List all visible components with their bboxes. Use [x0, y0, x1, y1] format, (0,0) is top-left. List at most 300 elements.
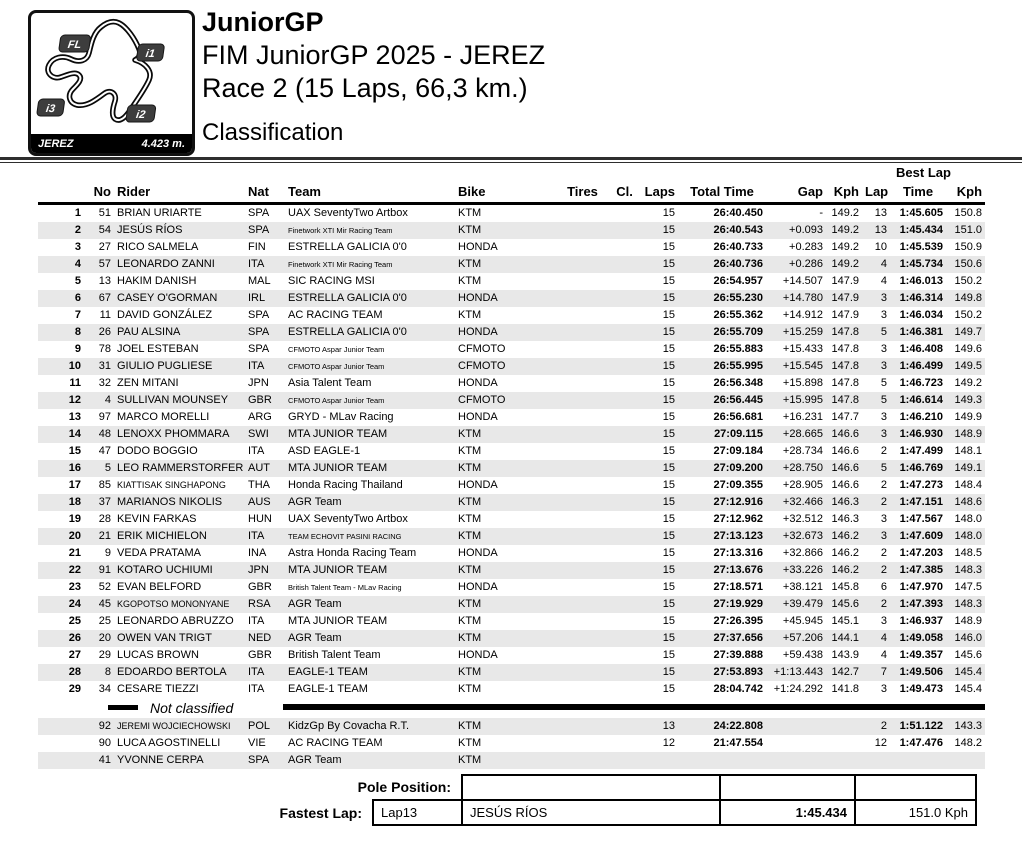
cell-team: ESTRELLA GALICIA 0'0 [288, 326, 407, 338]
cell-rider: ERIK MICHIELON [117, 530, 207, 542]
cell-bike: CFMOTO [458, 343, 506, 355]
cell-total: 26:40.736 [713, 258, 763, 270]
cell-kph: 141.8 [831, 683, 859, 695]
cell-kph: 147.9 [831, 292, 859, 304]
cell-pos: 2 [74, 224, 81, 236]
cell-cl [610, 392, 639, 409]
cell-cl [610, 664, 639, 681]
cell-team: British Talent Team [288, 649, 381, 661]
cell-tires [555, 409, 610, 426]
cell-nat: FIN [248, 241, 266, 253]
cell-rider: PAU ALSINA [117, 326, 181, 338]
cell-pos: 4 [74, 258, 81, 270]
cell-pos: 3 [74, 241, 81, 253]
cell-tires [555, 204, 610, 223]
cell-no: 52 [98, 581, 111, 593]
cell-gap: +15.545 [782, 360, 823, 372]
cell-bkph: 148.4 [954, 479, 983, 491]
cell-total: 27:09.184 [713, 445, 763, 457]
not-classified-separator-cell [38, 698, 985, 718]
cell-laps: 15 [662, 326, 675, 338]
cell-gap [766, 752, 826, 769]
cell-kph: 144.1 [831, 632, 859, 644]
pole-speed-cell [855, 775, 976, 800]
cell-gap: +15.433 [782, 343, 823, 355]
cell-cl [610, 630, 639, 647]
track-name: JEREZ [38, 137, 74, 150]
cell-gap: +14.507 [782, 275, 823, 287]
track-label-i3: i3 [45, 103, 56, 115]
header-pos [38, 181, 84, 204]
cell-pos [38, 752, 84, 769]
cell-rider: YVONNE CERPA [117, 754, 204, 766]
cell-nat: ITA [248, 360, 265, 372]
cell-no: 5 [104, 462, 111, 474]
cell-nat: RSA [248, 598, 271, 610]
cell-nat: SPA [248, 207, 270, 219]
cell-gap: +0.286 [789, 258, 823, 270]
table-row [38, 718, 985, 735]
cell-bike: KTM [458, 445, 482, 457]
cell-rider: KGOPOTSO MONONYANE [117, 599, 230, 609]
series-title: JuniorGP [202, 7, 324, 37]
cell-gap: +16.231 [782, 411, 823, 423]
cell-bkph: 150.6 [954, 258, 983, 270]
cell-laps: 15 [662, 241, 675, 253]
cell-kph [826, 718, 862, 735]
cell-team: MTA JUNIOR TEAM [288, 615, 388, 627]
cell-nat: THA [248, 479, 270, 491]
table-row [38, 460, 985, 477]
cell-bike: CFMOTO [458, 360, 506, 372]
not-classified-separator [38, 698, 985, 718]
cell-rider: RICO SALMELA [117, 241, 199, 253]
cell-team: CFMOTO Aspar Junior Team [288, 345, 385, 354]
cell-kph: 147.8 [831, 360, 859, 372]
cell-pos [38, 735, 84, 752]
cell-total: 27:13.316 [713, 547, 763, 559]
cell-bike: KTM [458, 754, 482, 766]
cell-laps: 15 [662, 564, 675, 576]
cell-laps: 15 [662, 428, 675, 440]
cell-bkph: 146.0 [954, 632, 983, 644]
cell-total: 26:55.995 [713, 360, 763, 372]
cell-bike: KTM [458, 720, 482, 732]
classification-table [38, 165, 985, 769]
cell-no: 25 [98, 615, 111, 627]
cell-cl [610, 477, 639, 494]
cell-laps: 15 [662, 615, 675, 627]
cell-pos: 14 [68, 428, 81, 440]
fastest-lap-time: 1:45.434 [720, 800, 855, 825]
cell-btime: 1:45.434 [899, 224, 943, 236]
table-row [38, 324, 985, 341]
table-row [38, 630, 985, 647]
cell-kph: 147.8 [831, 377, 859, 389]
cell-total: 26:54.957 [713, 275, 763, 287]
cell-bkph: 148.0 [954, 513, 983, 525]
cell-nat: VIE [248, 737, 266, 749]
cell-total: 21:47.554 [713, 737, 763, 749]
cell-no: 67 [98, 292, 111, 304]
cell-blap: 3 [880, 343, 887, 355]
cell-cl [610, 647, 639, 664]
cell-rider: MARCO MORELLI [117, 411, 210, 423]
cell-blap: 2 [880, 598, 887, 610]
cell-btime: 1:47.970 [899, 581, 943, 593]
cell-blap [862, 752, 890, 769]
cell-bike: KTM [458, 513, 482, 525]
cell-no: 47 [98, 445, 111, 457]
cell-bkph: 143.3 [954, 720, 983, 732]
cell-gap: +14.780 [782, 292, 823, 304]
cell-no: 31 [98, 360, 111, 372]
cell-team: Finetwork XTI Mir Racing Team [288, 226, 393, 235]
race-title: Race 2 (15 Laps, 66,3 km.) [202, 72, 528, 103]
cell-bkph: 148.3 [954, 564, 983, 576]
cell-blap: 5 [880, 462, 887, 474]
cell-pos: 19 [68, 513, 81, 525]
cell-blap: 2 [880, 720, 887, 732]
cell-nat: JPN [248, 377, 269, 389]
table-row [38, 477, 985, 494]
table-row [38, 222, 985, 239]
cell-rider: ZEN MITANI [117, 377, 179, 389]
cell-cl [610, 443, 639, 460]
cell-no: 54 [98, 224, 111, 236]
cell-tires [555, 494, 610, 511]
cell-nat: NED [248, 632, 272, 644]
cell-bkph: 148.3 [954, 598, 983, 610]
cell-no: 57 [98, 258, 111, 270]
cell-pos: 22 [68, 564, 81, 576]
cell-cl [610, 735, 639, 752]
cell-pos: 18 [68, 496, 81, 508]
cell-total [678, 752, 766, 769]
header-best-kph: Kph [946, 181, 985, 204]
cell-nat: AUS [248, 496, 271, 508]
cell-cl [610, 545, 639, 562]
cell-team: UAX SeventyTwo Artbox [288, 207, 408, 219]
cell-cl [610, 681, 639, 698]
event-title: FIM JuniorGP 2025 - JEREZ [202, 39, 546, 70]
cell-blap: 13 [874, 224, 887, 236]
cell-nat: HUN [248, 513, 272, 525]
cell-rider: LEONARDO ZANNI [117, 258, 215, 270]
cell-kph: 146.3 [831, 513, 859, 525]
fastest-lap-number: Lap13 [373, 800, 462, 825]
cell-blap: 7 [880, 666, 887, 678]
cell-pos: 20 [68, 530, 81, 542]
cell-bike: KTM [458, 428, 482, 440]
cell-bike: HONDA [458, 547, 498, 559]
cell-bike: KTM [458, 275, 482, 287]
header-cl: Cl. [610, 181, 639, 204]
cell-total: 24:22.808 [713, 720, 763, 732]
cell-no: 11 [99, 309, 111, 321]
cell-pos [38, 718, 84, 735]
cell-total: 27:13.123 [713, 530, 763, 542]
pole-position-label: Pole Position: [357, 779, 451, 795]
table-row [38, 562, 985, 579]
cell-tires [555, 273, 610, 290]
cell-blap: 5 [880, 326, 887, 338]
not-classified-rows [38, 718, 985, 769]
cell-gap: +0.093 [789, 224, 823, 236]
cell-bkph: 149.9 [954, 411, 983, 423]
cell-total: 27:13.676 [713, 564, 763, 576]
cell-tires [555, 664, 610, 681]
cell-gap: +59.438 [782, 649, 823, 661]
cell-tires [555, 511, 610, 528]
cell-bike: KTM [458, 737, 482, 749]
cell-pos: 16 [68, 462, 81, 474]
table-row [38, 579, 985, 596]
header-kph: Kph [826, 181, 862, 204]
cell-bkph: 149.5 [954, 360, 983, 372]
cell-btime: 1:46.499 [899, 360, 943, 372]
cell-team: MTA JUNIOR TEAM [288, 462, 388, 474]
cell-rider: LEO RAMMERSTORFER [117, 462, 244, 474]
cell-btime: 1:46.614 [899, 394, 943, 406]
cell-rider: LUCAS BROWN [117, 649, 199, 661]
classified-rows [38, 204, 985, 699]
cell-pos: 23 [68, 581, 81, 593]
footer-table [255, 774, 977, 826]
cell-pos: 5 [74, 275, 81, 287]
not-classified-dash-icon [108, 705, 138, 710]
cell-laps: 15 [662, 309, 675, 321]
cell-team: MTA JUNIOR TEAM [288, 564, 388, 576]
cell-nat: ARG [248, 411, 272, 423]
cell-nat: SWI [248, 428, 269, 440]
cell-rider: EVAN BELFORD [117, 581, 202, 593]
cell-team: British Talent Team - MLav Racing [288, 583, 402, 592]
cell-btime: 1:47.609 [899, 530, 943, 542]
header-spacer [38, 165, 862, 181]
cell-nat: AUT [248, 462, 270, 474]
cell-team: KidzGp By Covacha R.T. [288, 720, 410, 732]
cell-cl [610, 324, 639, 341]
cell-total: 28:04.742 [713, 683, 763, 695]
cell-cl [610, 579, 639, 596]
cell-kph: 149.2 [831, 258, 859, 270]
fastest-lap-rider: JESÚS RÍOS [462, 800, 720, 825]
header-tires: Tires [555, 181, 610, 204]
cell-rider: LENOXX PHOMMARA [117, 428, 230, 440]
cell-team: SIC RACING MSI [288, 275, 375, 287]
cell-bkph: 148.5 [954, 547, 983, 559]
cell-total: 27:09.355 [713, 479, 763, 491]
cell-gap: +28.750 [782, 462, 823, 474]
cell-rider: CESARE TIEZZI [117, 683, 199, 695]
cell-rider: GIULIO PUGLIESE [117, 360, 213, 372]
track-map [28, 10, 195, 156]
cell-cl [610, 256, 639, 273]
cell-total: 27:09.115 [714, 428, 763, 440]
cell-btime: 1:47.203 [899, 547, 943, 559]
header-best-time: Time [890, 181, 946, 204]
cell-no: 32 [98, 377, 111, 389]
cell-bkph: 148.6 [954, 496, 983, 508]
cell-blap: 12 [874, 737, 887, 749]
cell-nat: ITA [248, 258, 265, 270]
cell-kph: 145.1 [831, 615, 859, 627]
pole-position-row [255, 775, 976, 800]
cell-btime: 1:47.567 [899, 513, 943, 525]
table-row [38, 528, 985, 545]
cell-btime: 1:46.381 [899, 326, 943, 338]
cell-btime: 1:47.151 [899, 496, 943, 508]
cell-rider: JEREMI WOJCIECHOWSKI [117, 721, 231, 731]
cell-gap: +28.665 [782, 428, 823, 440]
cell-total: 27:37.656 [713, 632, 763, 644]
cell-btime: 1:46.408 [899, 343, 943, 355]
cell-gap: - [819, 207, 823, 219]
header-gap: Gap [766, 181, 826, 204]
cell-no: 29 [98, 649, 111, 661]
table-row [38, 392, 985, 409]
cell-nat: JPN [248, 564, 269, 576]
cell-laps: 15 [662, 445, 675, 457]
cell-kph: 143.9 [831, 649, 859, 661]
cell-btime: 1:45.539 [899, 241, 943, 253]
cell-tires [555, 579, 610, 596]
cell-tires [555, 630, 610, 647]
cell-gap: +32.673 [782, 530, 823, 542]
cell-tires [555, 341, 610, 358]
cell-rider: JOEL ESTEBAN [117, 343, 199, 355]
cell-kph: 147.8 [831, 394, 859, 406]
cell-laps: 15 [662, 666, 675, 678]
table-row [38, 358, 985, 375]
cell-bkph: 149.6 [954, 343, 983, 355]
cell-bike: KTM [458, 666, 482, 678]
cell-tires [555, 718, 610, 735]
cell-no: 21 [98, 530, 111, 542]
cell-total: 26:56.445 [713, 394, 763, 406]
cell-cl [610, 307, 639, 324]
cell-total: 26:40.733 [713, 241, 763, 253]
cell-laps: 15 [662, 394, 675, 406]
header-total-time: Total Time [678, 181, 766, 204]
cell-gap: +1:13.443 [773, 666, 823, 678]
header-bike: Bike [455, 181, 555, 204]
header-team: Team [285, 181, 455, 204]
cell-laps: 15 [662, 683, 675, 695]
table-row [38, 239, 985, 256]
cell-gap [766, 735, 826, 752]
cell-bike: HONDA [458, 479, 498, 491]
cell-tires [555, 562, 610, 579]
cell-gap: +39.479 [782, 598, 823, 610]
cell-total: 27:18.571 [713, 581, 763, 593]
cell-cl [610, 460, 639, 477]
cell-pos: 28 [68, 666, 81, 678]
cell-btime: 1:46.937 [899, 615, 943, 627]
not-classified-separator-row [38, 698, 985, 718]
cell-bkph: 148.9 [954, 615, 983, 627]
cell-kph: 147.8 [831, 343, 859, 355]
cell-cl [610, 718, 639, 735]
cell-laps: 13 [662, 720, 675, 732]
cell-gap [766, 718, 826, 735]
cell-bkph: 150.2 [954, 275, 983, 287]
cell-cl [610, 375, 639, 392]
cell-btime: 1:49.357 [899, 649, 943, 661]
cell-gap: +15.259 [782, 326, 823, 338]
cell-team: AC RACING TEAM [288, 309, 383, 321]
cell-pos: 15 [68, 445, 81, 457]
cell-rider: OWEN VAN TRIGT [117, 632, 212, 644]
table-header [38, 165, 985, 204]
cell-gap: +38.121 [782, 581, 823, 593]
cell-team: CFMOTO Aspar Junior Team [288, 396, 385, 405]
cell-nat: ITA [248, 683, 265, 695]
table-row [38, 409, 985, 426]
cell-team: AGR Team [288, 754, 342, 766]
cell-laps: 15 [662, 343, 675, 355]
table-row [38, 545, 985, 562]
cell-pos: 26 [68, 632, 81, 644]
cell-rider: MARIANOS NIKOLIS [117, 496, 223, 508]
cell-blap: 2 [880, 479, 887, 491]
cell-kph: 146.2 [831, 564, 859, 576]
cell-nat: ITA [248, 615, 265, 627]
section-title: Classification [202, 118, 344, 146]
cell-bike: HONDA [458, 581, 498, 593]
best-lap-group-header: Best Lap [896, 165, 951, 180]
cell-bkph: 145.6 [954, 649, 983, 661]
cell-blap: 3 [880, 683, 887, 695]
cell-total: 27:53.893 [713, 666, 763, 678]
cell-nat: ITA [248, 530, 265, 542]
cell-team: Honda Racing Thailand [288, 479, 403, 491]
cell-bike: KTM [458, 564, 482, 576]
best-lap-group-row [38, 165, 985, 181]
cell-no: 37 [98, 496, 111, 508]
cell-bike: KTM [458, 598, 482, 610]
cell-blap: 3 [880, 411, 887, 423]
cell-pos: 13 [68, 411, 81, 423]
cell-laps: 15 [662, 496, 675, 508]
cell-total: 27:09.200 [713, 462, 763, 474]
cell-total: 27:26.395 [713, 615, 763, 627]
cell-no: 78 [98, 343, 111, 355]
cell-laps: 15 [662, 598, 675, 610]
cell-cl [610, 511, 639, 528]
cell-laps: 15 [662, 479, 675, 491]
cell-team: GRYD - MLav Racing [288, 411, 394, 423]
cell-pos: 9 [74, 343, 81, 355]
cell-rider: SULLIVAN MOUNSEY [117, 394, 229, 406]
cell-no: 28 [98, 513, 111, 525]
cell-kph: 142.7 [831, 666, 859, 678]
cell-blap: 4 [880, 275, 887, 287]
cell-kph: 145.6 [831, 598, 859, 610]
cell-bike: KTM [458, 309, 482, 321]
cell-btime: 1:46.314 [899, 292, 943, 304]
cell-team: ESTRELLA GALICIA 0'0 [288, 241, 407, 253]
cell-nat: POL [248, 720, 271, 732]
table-row [38, 341, 985, 358]
cell-pos: 8 [74, 326, 81, 338]
cell-tires [555, 307, 610, 324]
cell-cl [610, 409, 639, 426]
cell-kph: 146.2 [831, 530, 859, 542]
cell-nat: GBR [248, 581, 272, 593]
cell-no: 92 [98, 720, 111, 732]
